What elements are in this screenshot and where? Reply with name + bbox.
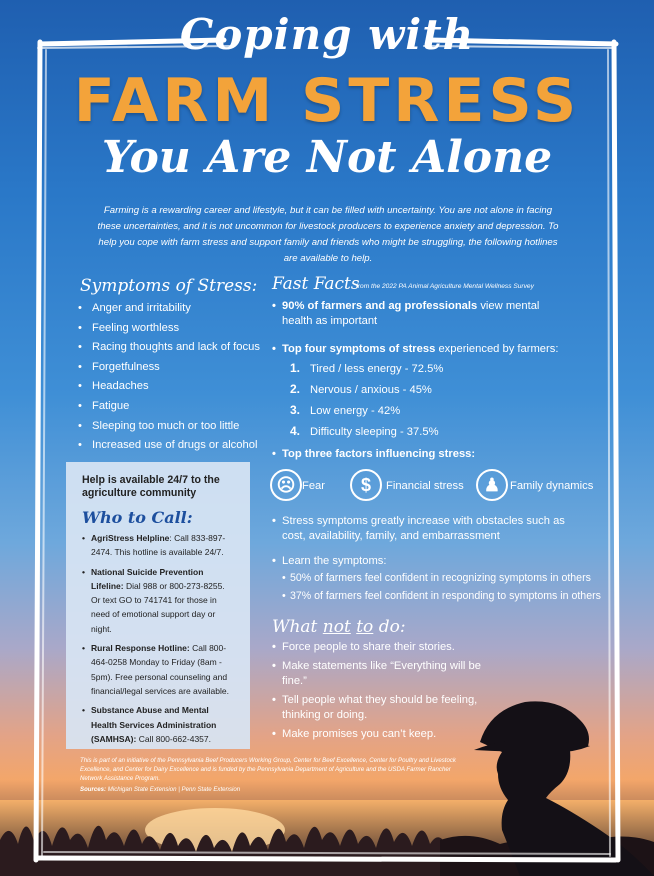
symptoms-list	[78, 299, 268, 456]
fact-obstacles: • Stress symptoms greatly increase with obstacles such as cost, availability, family, and embarrassment	[272, 515, 565, 542]
list-item: • Make statements like “Everything will be fine.”	[272, 660, 481, 687]
hotline-name: Substance Abuse and Mental Health Services Administration (SAMHSA):	[91, 705, 217, 744]
fact-bold: Top four symptoms of stress	[282, 343, 436, 355]
who-to-call-heading: Who to Call:	[82, 508, 193, 527]
intro-paragraph: Farming is a rewarding career and lifestyle, but it can be filled with uncertainty. You are not alone in facing these uncertainties, and it is not uncommon for livestock producers to experience anxiety and depression. To help you cope with farm stress and support family and friends who might be struggling, the following hotlines are available to help.	[97, 205, 559, 264]
hotline-detail: : Call 833-897-2474. This hotline is available 24/7.	[91, 533, 226, 558]
fact-90-percent: • 90% of farmers and ag professionals view mental health as important	[272, 300, 540, 327]
list-item: 4. Difficulty sleeping - 37.5%	[290, 424, 439, 438]
sad-face-icon: ☹	[270, 469, 302, 501]
hotline-samhsa	[82, 703, 236, 746]
help-heading: Help is available 24/7 to the agriculture community	[82, 474, 220, 499]
list-item: 3. Low energy - 42%	[290, 403, 401, 417]
list-item: • Force people to share their stories.	[272, 641, 455, 653]
hotline-detail: Call 800-662-4357.	[136, 733, 211, 744]
fast-facts-heading: Fast Facts	[272, 274, 360, 294]
hotline-name: AgriStress Helpline	[91, 533, 170, 543]
help-box	[66, 462, 250, 749]
what-not-list	[272, 640, 502, 742]
list-item: • Fatigue	[78, 397, 268, 417]
learn-symptoms-sublist	[282, 570, 602, 604]
list-item: • Anger and irritability	[78, 299, 268, 319]
title-coping-with: Coping with	[179, 10, 475, 59]
list-item: 2. Nervous / anxious - 45%	[290, 382, 432, 396]
factor-label: Financial stress	[386, 480, 464, 492]
fact-text: view mental health as important	[282, 300, 540, 327]
list-item: • 37% of farmers feel confident in responding to symptoms in others	[282, 588, 602, 604]
fact-learn-symptoms: • Learn the symptoms:	[272, 555, 387, 567]
list-item: • Forgetfulness	[78, 358, 268, 378]
list-item: 1. Tired / less energy - 72.5%	[290, 361, 444, 375]
list-item: • Tell people what they should be feeling, thinking or doing.	[272, 694, 478, 721]
ranked-symptoms-list	[290, 358, 510, 442]
list-item: • Headaches	[78, 377, 268, 397]
sources-line: Sources: Michigan State Extension | Penn State Extension	[80, 786, 241, 793]
factor-label: Fear	[302, 480, 326, 492]
fast-facts-source: from the 2022 PA Animal Agriculture Mental Wellness Survey	[356, 283, 534, 290]
list-item: • Make promises you can’t keep.	[272, 728, 437, 740]
factors-heading: • Top three factors influencing stress:	[272, 448, 476, 460]
list-item: • Feeling worthless	[78, 319, 268, 339]
factor-label: Family dynamics	[510, 480, 594, 492]
list-item: • 50% of farmers feel confident in recognizing symptoms in others	[282, 570, 602, 586]
list-item: • Sleeping too much or too little	[78, 417, 268, 437]
list-item: • Increased use of drugs or alcohol	[78, 436, 268, 456]
hotline-name: National Suicide Prevention Lifeline:	[91, 566, 204, 591]
factors-row	[270, 469, 600, 503]
fact-top-four: • Top four symptoms of stress experienced by farmers:	[272, 343, 559, 355]
fact-bold: 90% of farmers and ag professionals	[282, 300, 478, 312]
list-item: • Racing thoughts and lack of focus	[78, 338, 268, 358]
family-icon: ♟	[476, 469, 508, 501]
title-you-are-not-alone: You Are Not Alone	[101, 132, 553, 183]
dollar-icon: $	[350, 469, 382, 501]
hotline-name: Rural Response Hotline:	[91, 643, 190, 654]
footer-note: This is part of an initiative of the Pennsylvania Beef Producers Working Group, Center for Beef Excellence, Center for Poultry and Livestock Excellence, and Center for Dairy Excellence and is funded by the Pennsylvania Department of Agriculture and the USDA Farmer Rancher Network Assistance Program.	[80, 757, 456, 782]
title-farm-stress: FARM STRESS	[73, 66, 581, 136]
hotline-suicide-prevention	[82, 565, 236, 636]
what-not-to-do-heading: What not to do:	[272, 617, 406, 637]
symptoms-heading: Symptoms of Stress:	[80, 276, 258, 296]
hotline-rural-response	[82, 641, 236, 698]
fact-text: experienced by farmers:	[435, 343, 559, 355]
hotline-agristress	[82, 531, 236, 560]
hotline-detail: Call 800-464-0258 Monday to Friday (8am - 5pm). Free personal counseling and financial/legal services are available.	[91, 643, 229, 696]
hotline-detail: Dial 988 or 800-273-8255. Or text GO to 741741 for those in need of emotional support day or night.	[91, 580, 225, 634]
